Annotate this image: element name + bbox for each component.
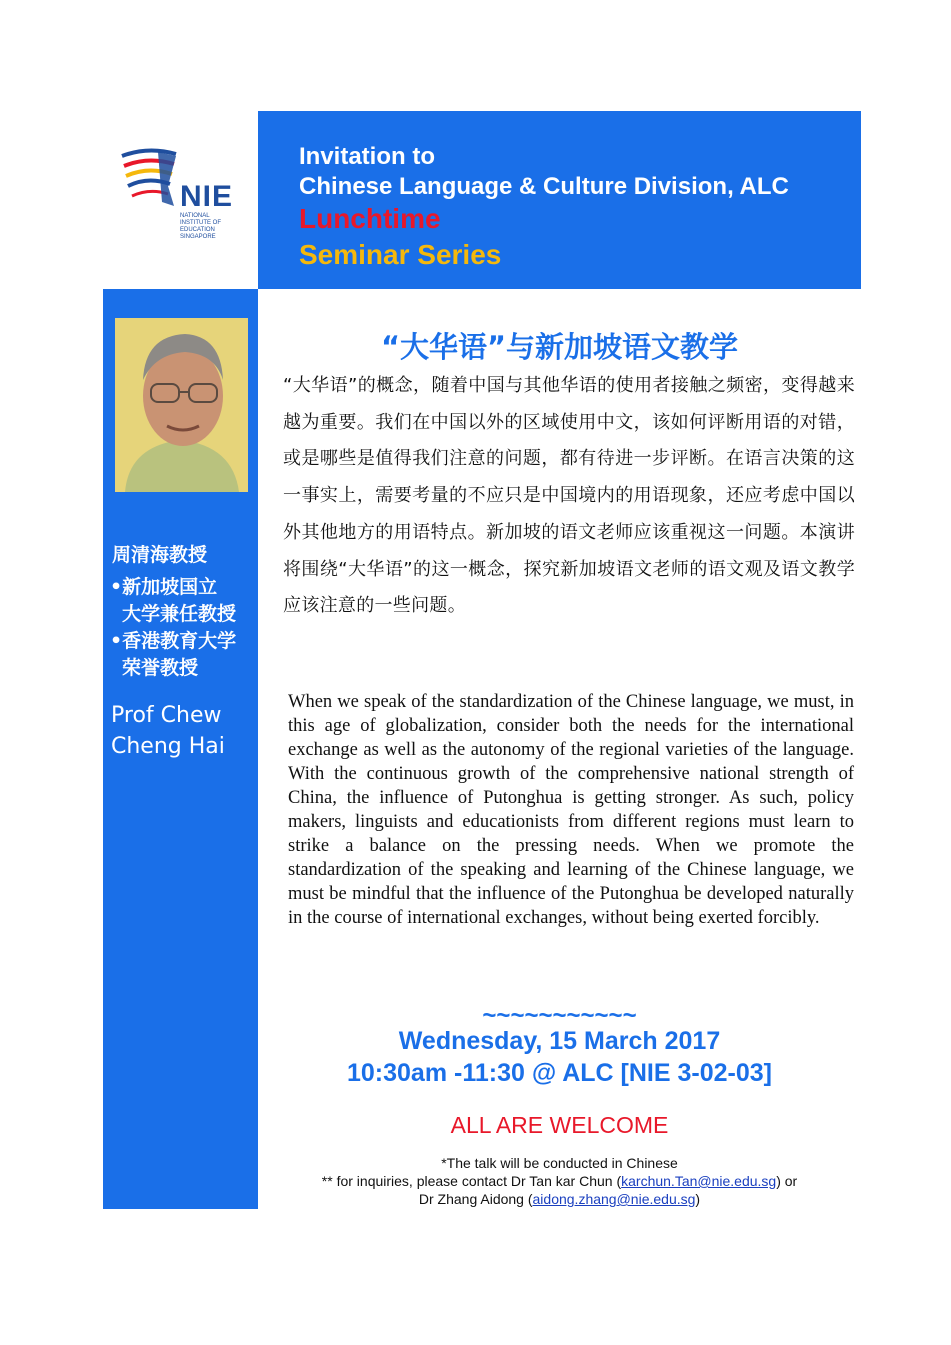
contact2-suffix: ) <box>695 1191 701 1207</box>
speaker-name-en-1: Prof Chew <box>111 703 222 728</box>
abstract-en: When we speak of the standardization of the Chinese language, we must, in this age of globalization, consider both the needs for the international exchange as well as the autonomy of the regional varieties of the language. With the continuous growth of the comprehensive national strength of China, the influence of Putonghua is getting stronger. As such, policy makers, linguists and educationists from different regions must learn to strike a balance on the pressing needs. When we promote the standardization of the speaking and learning of the Chinese language, we must be mindful that the influence of the Putonghua be developed naturally in the course of international exchanges, without being exerted forcibly. <box>288 692 854 928</box>
logo-subtitle-line: EDUCATION <box>180 227 215 233</box>
header-seminar-series: Seminar Series <box>299 239 502 270</box>
abstract-cn: “大华语”的概念，随着中国与其他华语的使用者接触之频密，变得越来越为重要。我们在中国以外的区域使用中文，该如何评断用语的对错，或是哪些是值得我们注意的问题，都有待进一步评断。在语言决策的这一事实上，需要考量的不应只是中国境内的用语现象，还应考虑中国以外其他地方的用语特点。新加坡的语文老师应该重视这一问题。本演讲将围绕“大华语”的这一概念，探究新加坡语文老师的语文观及语文教学应该注意的一些问题。 <box>283 375 855 617</box>
logo-subtitle <box>180 213 221 241</box>
speaker-affiliation-2-cont: 荣誉教授 <box>122 657 199 679</box>
speaker-affiliation-1: •新加坡国立 <box>110 576 218 598</box>
email-link-tan[interactable]: karchun.Tan@nie.edu.sg <box>621 1173 777 1189</box>
header-division: Chinese Language & Culture Division, ALC <box>299 173 789 200</box>
contact-prefix: ** for inquiries, please contact Dr Tan kar Chun ( <box>321 1173 622 1189</box>
header-banner <box>258 111 861 289</box>
language-note: *The talk will be conducted in Chinese <box>441 1155 678 1171</box>
logo-subtitle-line: SINGAPORE <box>180 234 216 240</box>
email-link-zhang[interactable]: aidong.zhang@nie.edu.sg <box>532 1191 696 1207</box>
speaker-name-en-2: Cheng Hai <box>111 734 225 759</box>
nie-lion-emblem-icon <box>118 144 180 214</box>
event-date: Wednesday, 15 March 2017 <box>398 1027 721 1055</box>
divider: ~~~~~~~~~~~ <box>482 1002 637 1029</box>
nie-logo <box>118 140 243 240</box>
contact2-prefix: Dr Zhang Aidong ( <box>418 1191 533 1207</box>
contact-line-2 <box>258 1191 861 1207</box>
speaker-affiliation-2: •香港教育大学 <box>110 630 237 652</box>
header-lunchtime: Lunchtime <box>299 203 441 234</box>
contact-line-1 <box>258 1173 861 1189</box>
header-invitation: Invitation to <box>299 143 435 170</box>
logo-subtitle-line: NATIONAL <box>180 213 210 219</box>
logo-wordmark: NIE <box>180 180 234 213</box>
speaker-affiliation-1-cont: 大学兼任教授 <box>122 603 237 625</box>
speaker-name-cn: 周清海教授 <box>112 544 208 566</box>
contact-mid: ) or <box>776 1173 798 1189</box>
event-time-venue: 10:30am -11:30 @ ALC [NIE 3-02-03] <box>346 1059 772 1087</box>
speaker-portrait-icon <box>115 318 248 492</box>
seminar-title-cn: “大华语”与新加坡语文教学 <box>380 330 739 364</box>
speaker-sidebar <box>103 289 258 1209</box>
welcome-text: ALL ARE WELCOME <box>450 1112 669 1138</box>
speaker-photo <box>115 318 248 492</box>
logo-subtitle-line: INSTITUTE OF <box>180 220 221 226</box>
